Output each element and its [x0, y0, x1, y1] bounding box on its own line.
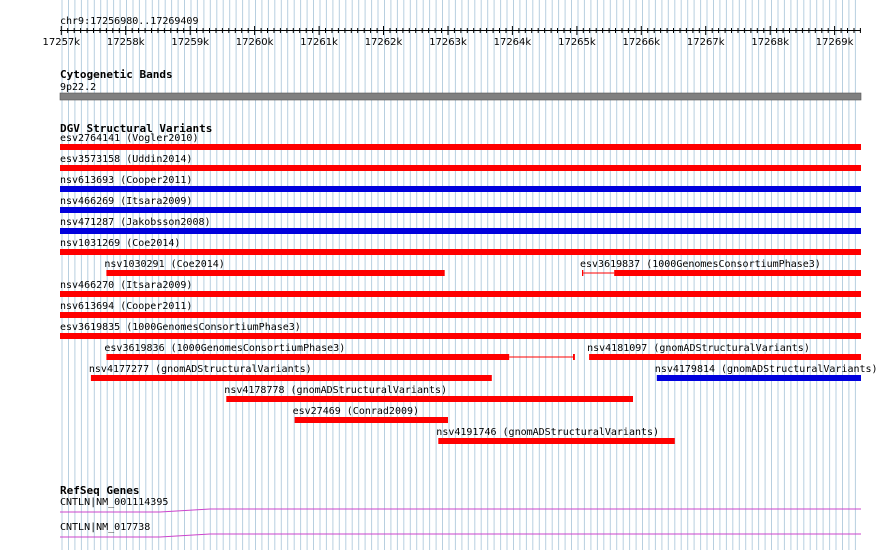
- dgv-feature-label: esv2764141 (Vogler2010): [60, 133, 199, 144]
- dgv-feature[interactable]: [60, 217, 861, 234]
- dgv-feature-bar: [106, 270, 444, 276]
- dgv-feature-bar: [60, 333, 861, 339]
- dgv-feature-bar: [60, 249, 861, 255]
- dgv-feature-bar: [295, 417, 448, 423]
- dgv-feature-bar: [589, 354, 861, 360]
- ruler-tick-label: 17264k: [493, 37, 532, 48]
- dgv-feature-bar: [226, 396, 633, 402]
- dgv-feature-label: nsv4191746 (gnomADStructuralVariants): [436, 427, 660, 438]
- dgv-feature-bar: [60, 291, 861, 297]
- dgv-feature-label: nsv466270 (Itsara2009): [60, 280, 193, 291]
- ruler-tick-label: 17259k: [171, 37, 210, 48]
- ruler-tick-label: 17261k: [300, 37, 338, 48]
- dgv-feature-label: nsv1030291 (Coe2014): [104, 259, 225, 270]
- gene-intron-line: [60, 534, 861, 537]
- dgv-feature[interactable]: [60, 280, 861, 297]
- dgv-feature-label: esv3573158 (Uddin2014): [60, 154, 193, 165]
- dgv-feature-label: esv3619835 (1000GenomesConsortiumPhase3): [60, 322, 301, 333]
- ruler-tick-label: 17262k: [364, 37, 403, 48]
- dgv-feature[interactable]: [60, 301, 861, 318]
- dgv-feature-label: nsv4177277 (gnomADStructuralVariants): [88, 364, 312, 375]
- gene-label: CNTLN|NM_017738: [60, 522, 151, 533]
- dgv-feature-label: esv3619836 (1000GenomesConsortiumPhase3): [104, 343, 346, 354]
- dgv-feature-bar: [573, 354, 575, 360]
- dgv-feature-bar: [91, 375, 492, 381]
- dgv-feature[interactable]: [104, 343, 575, 360]
- dgv-feature[interactable]: [60, 154, 861, 171]
- ruler-tick-label: 17258k: [106, 37, 145, 48]
- dgv-feature[interactable]: [89, 364, 492, 381]
- ruler-tick-label: 17265k: [558, 37, 596, 48]
- dgv-feature-bar: [614, 270, 861, 276]
- refseq-track-title: RefSeq Genes: [60, 484, 140, 497]
- dgv-feature[interactable]: [655, 364, 878, 381]
- region-label: chr9:17256980..17269409: [60, 16, 199, 27]
- dgv-feature-label: nsv613693 (Cooper2011): [60, 175, 193, 186]
- dgv-feature[interactable]: [60, 322, 861, 339]
- dgv-feature-bar: [60, 165, 861, 171]
- cytobands-track-title: Cytogenetic Bands: [60, 68, 173, 81]
- ruler-tick-label: 17257k: [42, 37, 81, 48]
- dgv-feature[interactable]: [436, 427, 675, 444]
- dgv-feature-bar: [657, 375, 861, 381]
- dgv-feature-label: nsv4178778 (gnomADStructuralVariants): [224, 385, 448, 396]
- dgv-feature[interactable]: [60, 196, 861, 213]
- dgv-feature[interactable]: [580, 259, 861, 276]
- dgv-feature-bar: [60, 312, 861, 318]
- refseq-gene[interactable]: [60, 497, 861, 512]
- ruler-tick-label: 17260k: [235, 37, 274, 48]
- dgv-feature[interactable]: [60, 133, 861, 150]
- refseq-genes: [60, 497, 861, 537]
- dgv-feature[interactable]: [587, 343, 861, 360]
- dgv-feature-bar: [438, 438, 675, 444]
- dgv-feature-label: nsv466269 (Itsara2009): [60, 196, 193, 207]
- cytoband-label: 9p22.2: [60, 82, 97, 93]
- ruler-tick-label: 17268k: [751, 37, 790, 48]
- dgv-feature-bar: [60, 207, 861, 213]
- cytoband-bar[interactable]: [60, 93, 861, 100]
- dgv-feature-bar: [106, 354, 509, 360]
- dgv-feature-bar: [60, 228, 861, 234]
- dgv-feature-label: esv3619837 (1000GenomesConsortiumPhase3): [580, 259, 821, 270]
- dgv-feature-bar: [60, 186, 861, 192]
- ruler-tick-label: 17266k: [622, 37, 661, 48]
- refseq-gene[interactable]: [60, 522, 861, 537]
- dgv-track-title: DGV Structural Variants: [60, 122, 213, 135]
- dgv-feature-label: nsv613694 (Cooper2011): [60, 301, 193, 312]
- dgv-feature[interactable]: [60, 175, 861, 192]
- dgv-feature[interactable]: [60, 238, 861, 255]
- dgv-feature-label: esv27469 (Conrad2009): [292, 406, 420, 417]
- ruler-tick-label: 17267k: [686, 37, 725, 48]
- dgv-feature-bar: [60, 144, 861, 150]
- dgv-feature-label: nsv471287 (Jakobsson2008): [60, 217, 211, 228]
- ruler-tick-label: 17263k: [429, 37, 467, 48]
- dgv-feature[interactable]: [293, 406, 448, 423]
- dgv-feature-label: nsv1031269 (Coe2014): [60, 238, 181, 249]
- dgv-feature-bar: [582, 270, 583, 276]
- dgv-feature-label: nsv4181097 (gnomADStructuralVariants): [587, 343, 810, 354]
- ruler-tick-label: 17269k: [815, 37, 854, 48]
- dgv-feature-label: nsv4179814 (gnomADStructuralVariants): [654, 364, 878, 375]
- gene-intron-line: [60, 509, 861, 512]
- gene-label: CNTLN|NM_001114395: [60, 497, 169, 508]
